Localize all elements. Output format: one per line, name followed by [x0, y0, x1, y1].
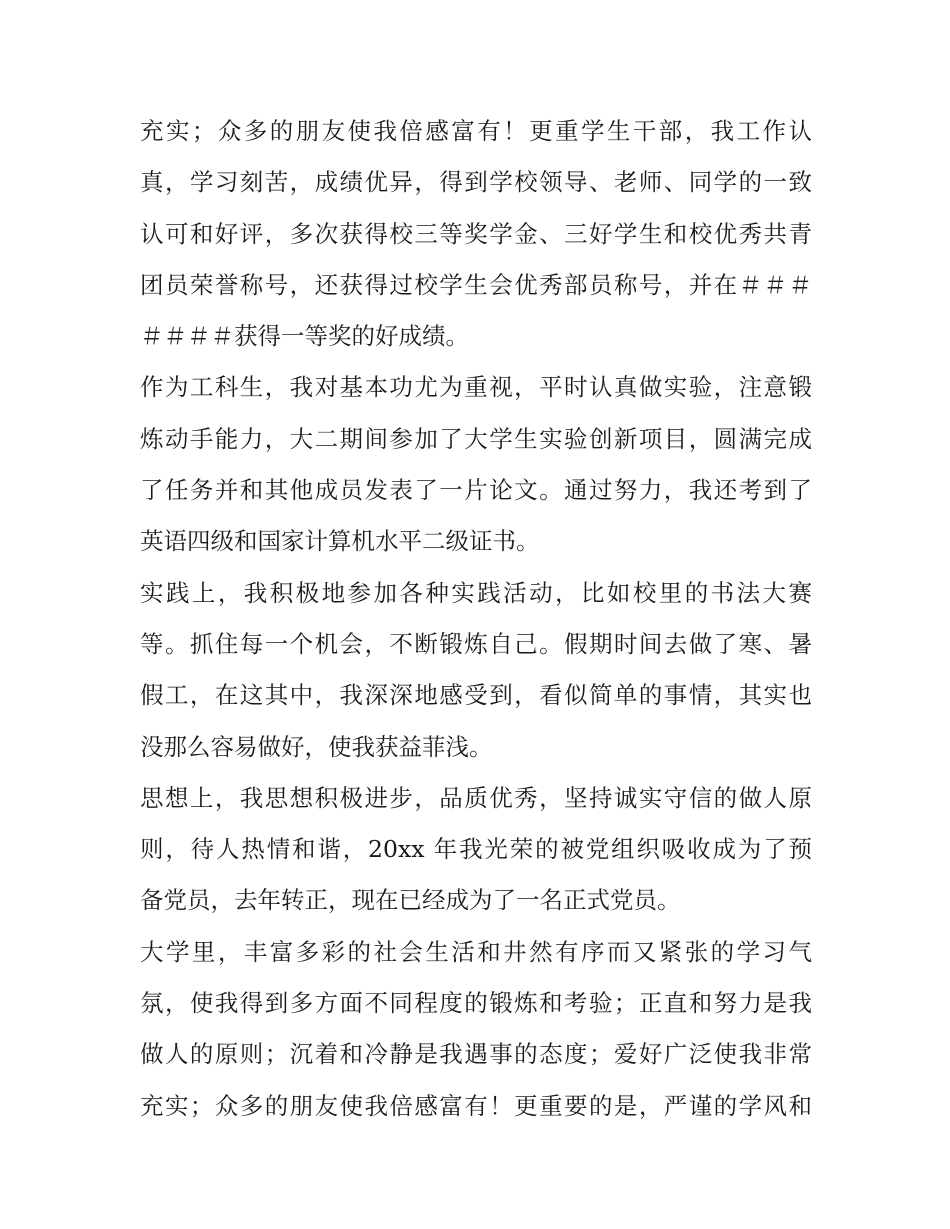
text-line: 没那么容易做好，使我获益菲浅。 [140, 732, 493, 761]
text-line: 团员荣誉称号，还获得过校学生会优秀部员称号，并在＃＃＃ [140, 270, 812, 299]
text-line: 真，学习刻苦，成绩优异，得到学校领导、老师、同学的一致 [140, 168, 812, 197]
text-line: 认可和好评，多次获得校三等奖学金、三好学生和校优秀共青 [140, 219, 812, 248]
text-line: 实践上，我积极地参加各种实践活动，比如校里的书法大赛 [140, 578, 812, 607]
text-line: ＃＃＃＃获得一等奖的好成绩。 [140, 322, 469, 351]
text-line: 氛，使我得到多方面不同程度的锻炼和考验；正直和努力是我 [140, 989, 812, 1018]
text-line: 则，待人热情和谐，20xx 年我光荣的被党组织吸收成为了预 [140, 835, 812, 864]
text-line: 思想上，我思想积极进步，品质优秀，坚持诚实守信的做人原 [140, 783, 812, 812]
text-line: 炼动手能力，大二期间参加了大学生实验创新项目，圆满完成 [140, 424, 812, 453]
text-line: 充实；众多的朋友使我倍感富有！更重要的是，严谨的学风和 [140, 1091, 812, 1120]
text-line: 作为工科生，我对基本功尤为重视，平时认真做实验，注意锻 [140, 373, 812, 402]
text-line: 做人的原则；沉着和冷静是我遇事的态度；爱好广泛使我非常 [140, 1040, 812, 1069]
text-line: 备党员，去年转正，现在已经成为了一名正式党员。 [140, 886, 681, 915]
text-line: 充实；众多的朋友使我倍感富有！更重学生干部，我工作认 [140, 117, 812, 145]
text-line: 了任务并和其他成员发表了一片论文。通过努力，我还考到了 [140, 476, 812, 505]
text-line: 等。抓住每一个机会，不断锻炼自己。假期时间去做了寒、暑 [140, 629, 812, 658]
text-line: 大学里，丰富多彩的社会生活和井然有序而又紧张的学习气 [140, 937, 812, 966]
text-line: 英语四级和国家计算机水平二级证书。 [140, 527, 540, 556]
document-page [140, 106, 812, 1132]
text-line: 假工，在这其中，我深深地感受到，看似简单的事情，其实也 [140, 681, 812, 710]
